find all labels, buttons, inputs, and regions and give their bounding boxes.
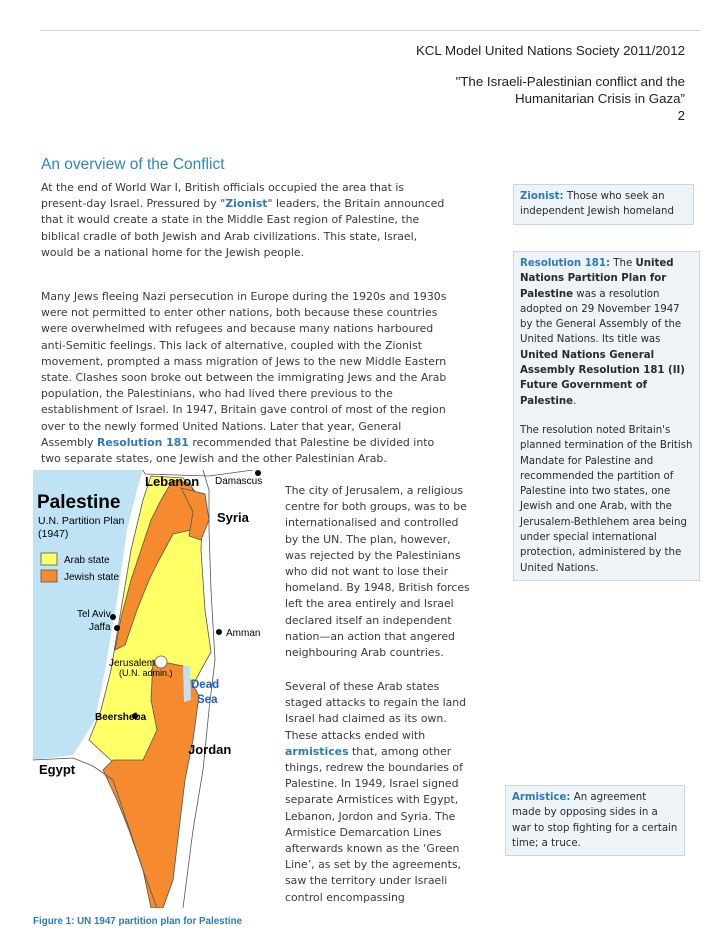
p2-line: two separate states, one Jewish and the other Palestinian Arab.: [41, 452, 387, 466]
amman-dot: [216, 629, 222, 635]
p2-line: were overwhelmed with refugees and because many nations harboured: [41, 322, 434, 336]
label-jerusalem: Jerusalem: [109, 658, 156, 669]
p3-line: declared itself an independent: [285, 613, 452, 627]
resolution-181-link[interactable]: Resolution 181: [96, 435, 189, 449]
p1-line: present-day Israel. Pressured by ": [41, 197, 226, 211]
label-damascus: Damascus: [215, 476, 263, 487]
sidebar-armistice: [505, 785, 685, 856]
sidebar-zionist: [513, 184, 694, 225]
p3-line: The city of Jerusalem, a religious: [285, 484, 464, 497]
p2-line: Many Jews fleeing Nazi persecution in Europe during the 1920s and 1930s: [41, 290, 447, 303]
p4-line: things, redrew the boundaries of: [285, 761, 463, 775]
zionist-definition: Those who seek an independent Jewish homeland: [520, 191, 674, 218]
zionist-link[interactable]: Zionist: [225, 197, 268, 211]
p4-line: These attacks ended with: [285, 728, 426, 742]
p2-line: were not permitted to enter other nations, both because these countries: [41, 306, 438, 320]
resolution-text: was a resolution adopted on 29 November 1947 by the General Assembly of the United Nations. Its title was: [520, 288, 682, 346]
zionist-term: Zionist:: [520, 191, 564, 202]
p4-line: afterwards known as the ‘Green: [285, 842, 460, 856]
p3-line: was rejected by the Palestinians: [285, 548, 461, 562]
tel-aviv-dot: [110, 614, 116, 620]
resolution-text: The: [610, 258, 636, 269]
p2-line: population, the Palestinians, who had lived there previous to the: [41, 387, 393, 401]
p1-line: biblical cradle of both Jewish and Arab civilizations. This state, Israel,: [41, 229, 418, 243]
paragraph-3: [285, 483, 470, 661]
label-tel-aviv: Tel Aviv: [77, 609, 111, 620]
p2-line: over to the newly formed United Nations. Later that year, General: [41, 419, 402, 433]
p3-line: by the UN. The plan, however,: [285, 532, 451, 546]
armistice-term: Armistice:: [512, 792, 571, 803]
p4-line: Line’, as set by the agreements,: [285, 858, 461, 872]
p3-line: nation—an action that angered: [285, 629, 455, 643]
resolution-bold-title: United Nations Partition Plan for Palestine: [520, 258, 674, 300]
p3-line: neighbouring Arab countries.: [285, 646, 444, 660]
map-svg: [33, 470, 279, 908]
paragraph-1: [41, 180, 444, 261]
label-beersheba: Beersheba: [95, 712, 147, 723]
p2-line: movement, prompted a mass migration of Jews to the new Middle Eastern: [41, 354, 447, 368]
map-jerusalem-zone: [155, 656, 167, 668]
p2-line: state. Clashes soon broke out between the immigrating Jews and the Arab: [41, 371, 447, 385]
header-rule: [40, 30, 700, 31]
p4-line: control encompassing: [285, 890, 405, 904]
figure-caption: Figure 1: UN 1947 partition plan for Palestine: [33, 916, 243, 927]
header-topic-line1: "The Israeli-Palestinian conflict and the: [455, 74, 685, 89]
p1-line: would be a national home for the Jewish people.: [41, 245, 305, 259]
p4-line: saw the territory under Israeli: [285, 874, 448, 888]
p4-line: Palestine. In 1949, Israel signed: [285, 777, 459, 791]
p2-line: recommended that Palestine be divided into: [188, 435, 435, 449]
label-lebanon: Lebanon: [145, 474, 200, 489]
p4-line: Israel had claimed as its own.: [285, 712, 447, 726]
map-subtitle: U.N. Partition Plan: [38, 515, 125, 527]
resolution-bold-official-title: United Nations General Assembly Resolution 181 (II) Future Government of Palestine: [520, 349, 685, 407]
map-dead-sea: [183, 666, 191, 702]
sidebar-resolution-181: [513, 251, 700, 581]
label-syria: Syria: [217, 510, 249, 525]
resolution-paragraph-2: The resolution noted Britain's planned termination of the British Mandate for Palestine and recommended the partition of Palestine into two states, one Jewish and one Arab, with the Jerusalem-Bethlehem area being under special international protection, administered by the United Nations.: [520, 424, 693, 574]
p1-line: that it would create a state in the Middle East region of Palestine, the: [41, 213, 420, 227]
paragraph-2: [41, 289, 446, 467]
p3-line: centre for both groups, was to be: [285, 500, 467, 514]
p3-line: left the area entirely and Israel: [285, 597, 454, 611]
label-jordan: Jordan: [188, 742, 232, 757]
page-number: 2: [677, 108, 685, 123]
p2-line: Assembly: [41, 435, 97, 449]
partition-map: [33, 470, 279, 908]
legend-jewish-swatch: [41, 570, 57, 582]
label-amman: Amman: [226, 628, 261, 639]
legend-arab-swatch: [41, 553, 57, 565]
label-un-admin: (U.N. admin.): [119, 668, 173, 678]
header-topic-line2: Humanitarian Crisis in Gaza”: [515, 91, 685, 106]
p2-line: establishment of Israel. In 1947, Britain gave control of most of the region: [41, 403, 446, 417]
p2-line: anti-Semitic feelings. This lack of alternative, coupled with the Zionist: [41, 338, 423, 352]
paragraph-4: [285, 679, 466, 906]
p4-line: staged attacks to regain the land: [285, 696, 467, 710]
p3-line: who did not want to lose their: [285, 565, 449, 579]
p3-line: internationalised and controlled: [285, 516, 459, 530]
resolution-text: .: [573, 395, 577, 407]
p1-line: " leaders, the Britain announced: [267, 197, 445, 211]
label-jaffa: Jaffa: [89, 622, 111, 633]
section-title: An overview of the Conflict: [41, 156, 225, 173]
p3-line: homeland. By 1948, British forces: [285, 581, 470, 595]
resolution-term: Resolution 181:: [520, 258, 611, 269]
p4-line: that, among other: [348, 744, 452, 758]
map-subtitle-year: (1947): [38, 528, 69, 540]
armistices-link[interactable]: armistices: [285, 744, 349, 758]
p4-line: Several of these Arab states: [285, 680, 440, 693]
label-dead: Dead: [191, 679, 220, 691]
armistice-definition: An agreement made by opposing sides in a war to stop fighting for a certain time; a truce.: [512, 792, 678, 849]
p4-line: Armistice Demarcation Lines: [285, 825, 442, 839]
p4-line: separate Armistices with Egypt,: [285, 793, 459, 807]
p1-line: At the end of World War I, British officials occupied the area that is: [41, 181, 405, 194]
header-org: KCL Model United Nations Society 2011/2012: [415, 43, 685, 58]
label-egypt: Egypt: [39, 762, 76, 777]
legend-jewish-label: Jewish state: [64, 572, 120, 583]
map-title: Palestine: [37, 492, 121, 513]
legend-arab-label: Arab state: [64, 555, 110, 566]
p4-line: Lebanon, Jordon and Syria. The: [285, 809, 456, 823]
page-header: [355, 42, 685, 124]
jaffa-dot: [114, 625, 120, 631]
label-sea: Sea: [197, 694, 218, 706]
